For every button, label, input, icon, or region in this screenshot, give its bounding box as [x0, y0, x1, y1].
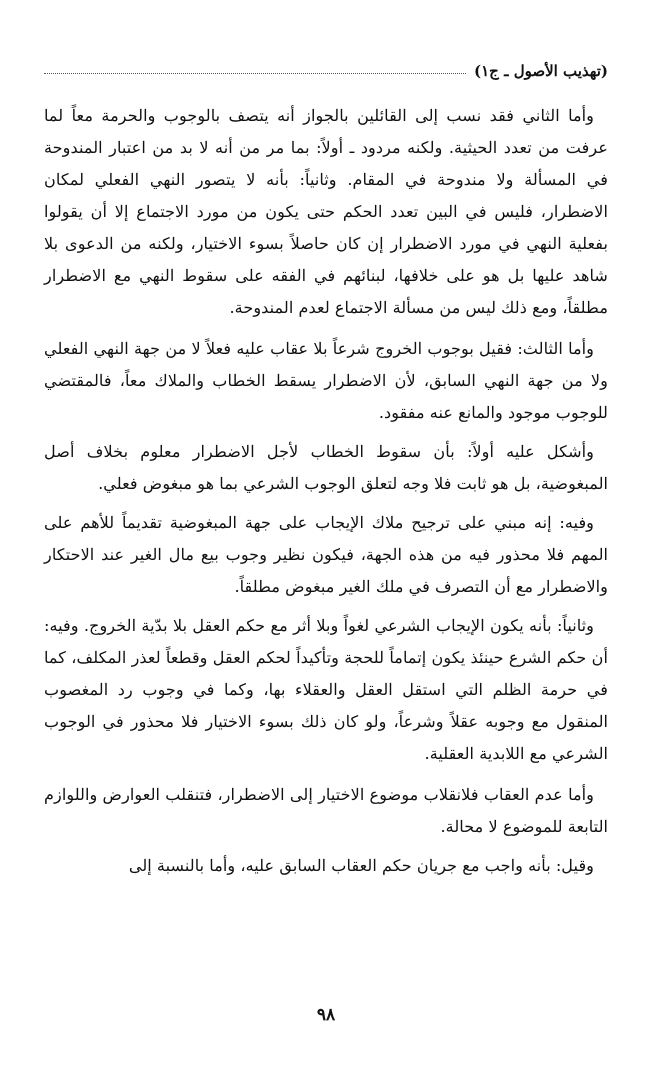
paragraph: وأشكل عليه أولاً: بأن سقوط الخطاب لأجل الاضطرار معلوم بخلاف أصل المبغوضية، بل هو ثابت فلا وجه لتعلق الوجوب الشرعي بما هو مبغوض فعلي. — [44, 442, 608, 493]
paragraph: وقيل: بأنه واجب مع جريان حكم العقاب السابق عليه، وأما بالنسبة إلى — [128, 856, 594, 875]
body-text — [44, 100, 608, 891]
page-number: ٩٨ — [316, 1005, 336, 1025]
paragraph: وأما عدم العقاب فلانقلاب موضوع الاختيار إلى الاضطرار، فتنقلب العوارض واللوازم التابعة للموضوع لا محالة. — [44, 785, 608, 836]
paragraph: وثانياً: بأنه يكون الإيجاب الشرعي لغواً وبلا أثر مع حكم العقل بلا بدّية الخروج. وفيه: أن حكم الشرع حينئذ يكون إتماماً للحجة وتأكيداً لحكم العقل وقطعاً لعذر المكلف، كما في حرمة الظلم التي استقل العقل والعقلاء بها، وكما في وجوب رد المغصوب المنقول مع وجوبه عقلاً وشرعاً، ولو كان ذلك بسوء الاختيار فلا محذور في الوجوب الشرعي مع اللابدية العقلية. — [44, 616, 608, 763]
paragraph: وفيه: إنه مبني على ترجيح ملاك الإيجاب على جهة المبغوضية تقديماً للأهم على المهم فلا محذور فيه من هذه الجهة، فيكون نظير وجوب بيع مال الغير عند الاحتكار والاضطرار مع أن التصرف في ملك الغير مبغوض مطلقاً. — [44, 513, 608, 596]
paragraph: وأما الثاني فقد نسب إلى القائلين بالجواز أنه يتصف بالوجوب والحرمة معاً لما عرفت من تعدد الحيثية. ولكنه مردود ـ أولاً: بما مر من أنه لا بد من اعتبار المندوحة في المسألة ولا مندوحة في المقام. وثانياً: بأنه لا يتصور النهي الفعلي لمكان الاضطرار، فليس في البين تعدد الحكم حتى يكون من مورد الاجتماع إلا أن يقولوا بفعلية النهي في مورد الاضطرار إن كان حاصلاً بسوء الاختيار، ولكنه من الدعوى بلا شاهد عليها بل هو على خلافها، لبنائهم في الفقه على سقوط النهي مع الاضطرار مطلقاً، ومع ذلك ليس من مسألة الاجتماع لعدم المندوحة. — [44, 106, 608, 317]
paragraph: وأما الثالث: فقيل بوجوب الخروج شرعاً بلا عقاب عليه فعلاً لا من جهة النهي الفعلي ولا من جهة النهي السابق، لأن الاضطرار يسقط الخطاب والملاك معاً، فالمقتضي للوجوب موجود والمانع عنه مفقود. — [44, 339, 608, 422]
running-header — [44, 58, 608, 84]
book-title: (تهذيب الأصول ـ ج١) — [474, 62, 608, 80]
book-page — [44, 0, 608, 1067]
dotted-leader — [44, 73, 466, 74]
